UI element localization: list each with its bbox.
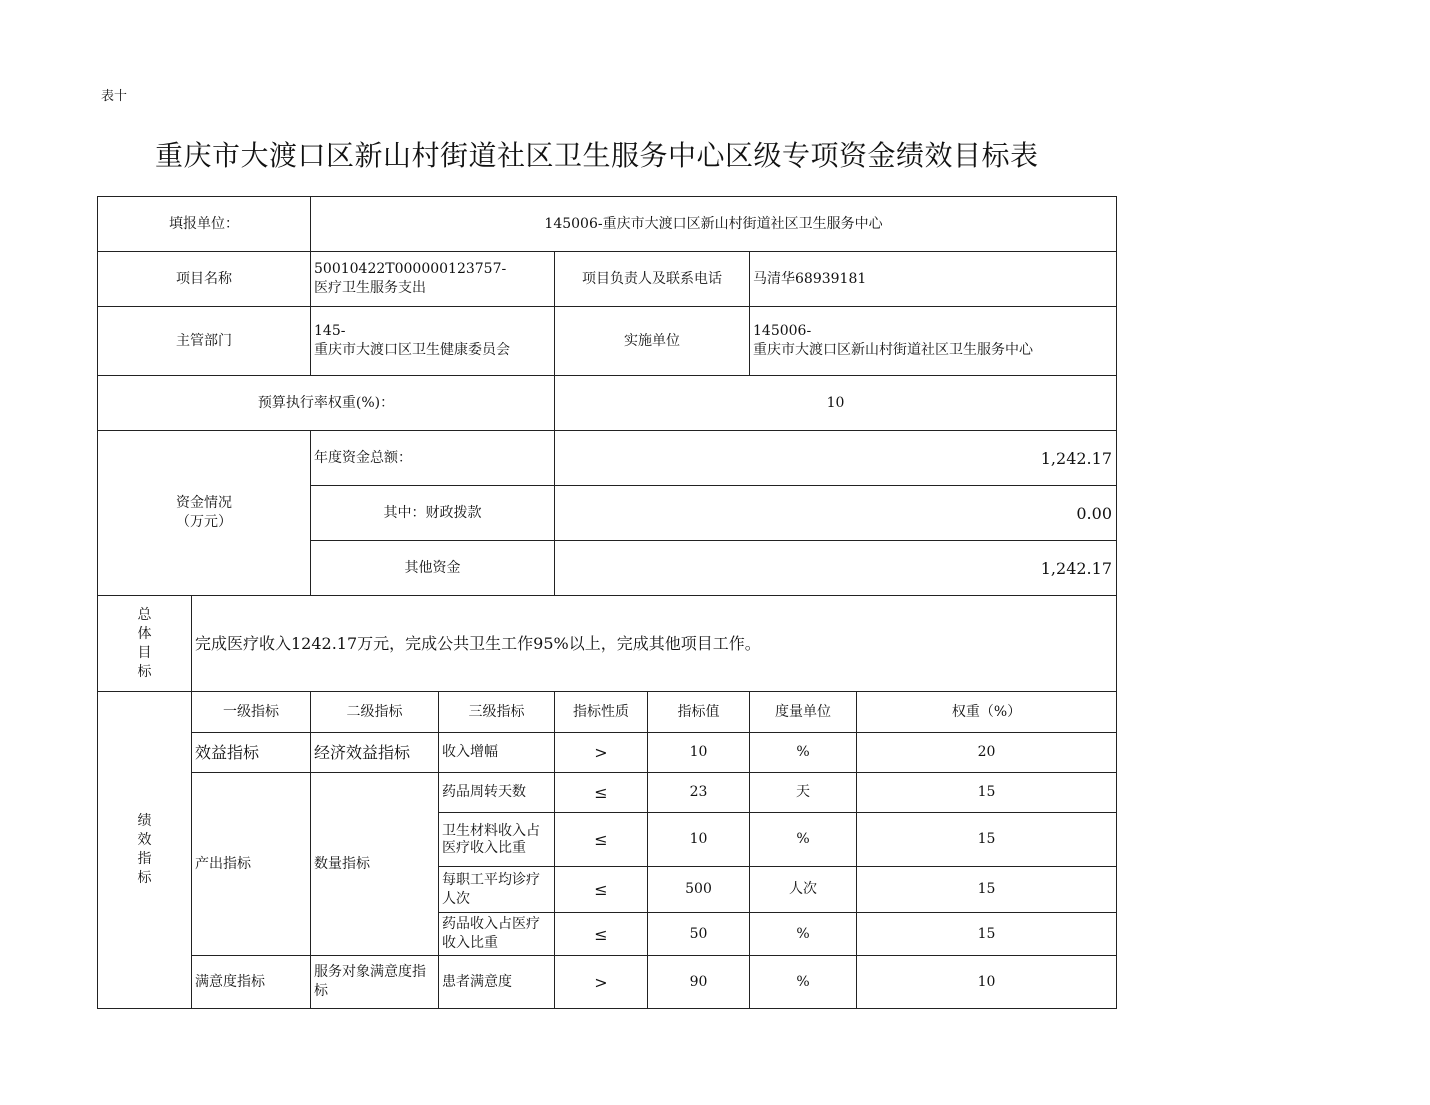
nature-cell: ≤: [555, 813, 648, 867]
level2-cell: 服务对象满意度指标: [311, 956, 439, 1009]
level3-cell: 患者满意度: [439, 956, 555, 1009]
other-funds-label: 其他资金: [311, 541, 555, 596]
impl-unit-label: 实施单位: [555, 307, 750, 376]
budget-weight-label: 预算执行率权重(%)：: [98, 376, 555, 431]
contact-value: 马清华68939181: [750, 252, 1117, 307]
fiscal-label: 其中：财政拨款: [311, 486, 555, 541]
annual-total-value: 1,242.17: [555, 431, 1117, 486]
annual-total-row: [98, 431, 1117, 486]
weight-cell: 15: [857, 913, 1117, 956]
level2-cell: 数量指标: [311, 773, 439, 956]
budget-weight-value: 10: [555, 376, 1117, 431]
reporting-unit-label: 填报单位：: [98, 197, 311, 252]
level1-cell: 产出指标: [192, 773, 311, 956]
header-level3: 三级指标: [439, 692, 555, 733]
indicators-label: [98, 692, 192, 1009]
reporting-unit-value: 145006-重庆市大渡口区新山村街道社区卫生服务中心: [311, 197, 1117, 252]
department-value: [311, 307, 555, 376]
weight-cell: 15: [857, 813, 1117, 867]
table-number: 表十: [101, 89, 128, 104]
project-name-label: 项目名称: [98, 252, 311, 307]
goal-char: 总: [137, 606, 152, 623]
project-name-value: [311, 252, 555, 307]
project-row: [98, 252, 1117, 307]
unit-cell: %: [750, 813, 857, 867]
project-code: 50010422T000000123757-: [314, 261, 507, 277]
other-funds-value: 1,242.17: [555, 541, 1117, 596]
overall-goal-row: [98, 596, 1117, 692]
funds-label-line1: 资金情况: [176, 495, 232, 511]
header-unit: 度量单位: [750, 692, 857, 733]
indicator-header-row: [98, 692, 1117, 733]
impl-unit-code: 145006-: [753, 323, 812, 339]
reporting-unit-row: [98, 197, 1117, 252]
header-level2: 二级指标: [311, 692, 439, 733]
nature-cell: ≤: [555, 913, 648, 956]
impl-unit-name: 重庆市大渡口区新山村街道社区卫生服务中心: [753, 342, 1033, 358]
indicator-char: 绩: [137, 813, 152, 829]
goal-char: 体: [137, 625, 152, 642]
overall-goal-label: [98, 596, 192, 692]
funds-label: [98, 431, 311, 596]
nature-cell: >: [555, 956, 648, 1009]
level3-cell: 每职工平均诊疗人次: [439, 867, 555, 913]
level3-cell: 卫生材料收入占医疗收入比重: [439, 813, 555, 867]
level3-cell: 收入增幅: [439, 733, 555, 773]
contact-label: 项目负责人及联系电话: [555, 252, 750, 307]
value-cell: 23: [648, 773, 750, 813]
level3-cell: 药品周转天数: [439, 773, 555, 813]
indicator-char: 标: [137, 870, 152, 886]
overall-goal-text: 完成医疗收入1242.17万元，完成公共卫生工作95%以上，完成其他项目工作。: [192, 596, 1117, 692]
header-nature: 指标性质: [555, 692, 648, 733]
value-cell: 50: [648, 913, 750, 956]
goal-char: 目: [137, 644, 152, 661]
weight-cell: 15: [857, 867, 1117, 913]
nature-cell: >: [555, 733, 648, 773]
unit-cell: %: [750, 913, 857, 956]
header-value: 指标值: [648, 692, 750, 733]
level1-cell: 满意度指标: [192, 956, 311, 1009]
unit-cell: %: [750, 733, 857, 773]
performance-target-table: [97, 196, 1117, 1009]
table-row: [98, 733, 1117, 773]
weight-cell: 15: [857, 773, 1117, 813]
table-row: [98, 956, 1117, 1009]
department-name: 重庆市大渡口区卫生健康委员会: [314, 342, 510, 358]
table-row: [98, 773, 1117, 813]
level2-cell: 经济效益指标: [311, 733, 439, 773]
impl-unit-value: [750, 307, 1117, 376]
goal-char: 标: [137, 663, 152, 680]
fiscal-value: 0.00: [555, 486, 1117, 541]
nature-cell: ≤: [555, 773, 648, 813]
budget-weight-row: [98, 376, 1117, 431]
weight-cell: 20: [857, 733, 1117, 773]
indicator-char: 效: [137, 832, 152, 848]
header-level1: 一级指标: [192, 692, 311, 733]
header-weight: 权重（%）: [857, 692, 1117, 733]
weight-cell: 10: [857, 956, 1117, 1009]
page-title: 重庆市大渡口区新山村街道社区卫生服务中心区级专项资金绩效目标表: [155, 139, 1039, 172]
project-title: 医疗卫生服务支出: [314, 280, 426, 296]
level1-cell: 效益指标: [192, 733, 311, 773]
value-cell: 10: [648, 813, 750, 867]
value-cell: 90: [648, 956, 750, 1009]
unit-cell: 天: [750, 773, 857, 813]
department-row: [98, 307, 1117, 376]
funds-label-line2: （万元）: [176, 514, 232, 530]
value-cell: 10: [648, 733, 750, 773]
indicator-char: 指: [137, 851, 152, 867]
annual-total-label: 年度资金总额：: [311, 431, 555, 486]
level3-cell: 药品收入占医疗收入比重: [439, 913, 555, 956]
unit-cell: 人次: [750, 867, 857, 913]
department-code: 145-: [314, 323, 346, 339]
nature-cell: ≤: [555, 867, 648, 913]
value-cell: 500: [648, 867, 750, 913]
department-label: 主管部门: [98, 307, 311, 376]
unit-cell: %: [750, 956, 857, 1009]
